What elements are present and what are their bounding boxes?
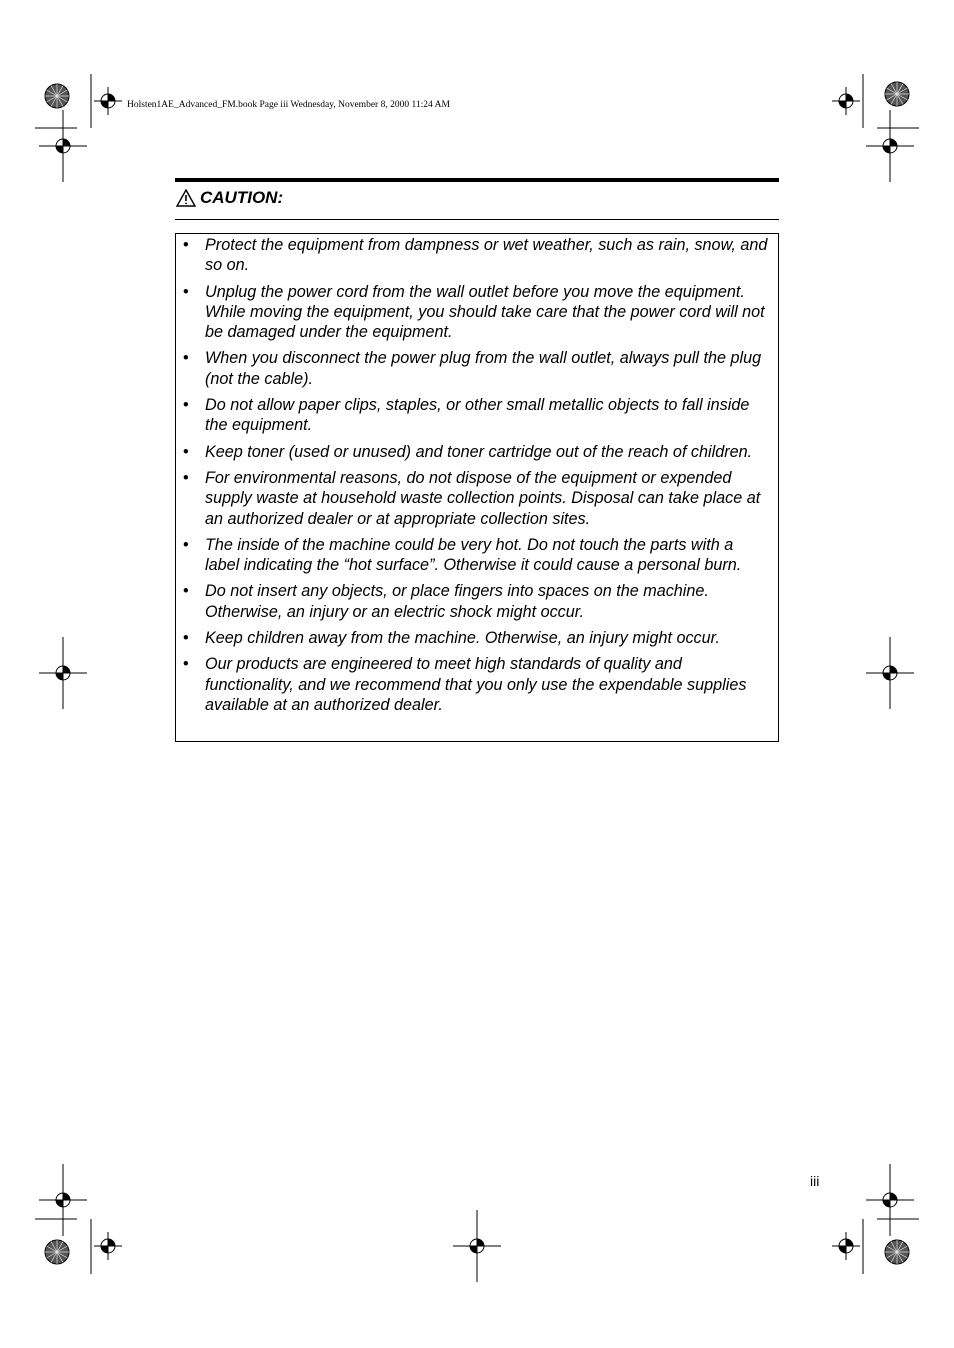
caution-rule-top bbox=[175, 178, 779, 182]
bullet: • bbox=[183, 282, 189, 301]
caution-title: CAUTION: bbox=[200, 188, 284, 207]
bullet: • bbox=[183, 442, 189, 461]
list-item: • Protect the equipment from dampness or wet weather, such as rain, snow, and so on. bbox=[183, 236, 768, 275]
caution-rule-bottom bbox=[175, 219, 779, 220]
bullet: • bbox=[183, 629, 189, 648]
print-header: Holsten1AE_Advanced_FM.book Page iii Wednesday, November 8, 2000 11:24 AM bbox=[127, 100, 450, 110]
list-item: • Do not allow paper clips, staples, or other small metallic objects to fall inside the equipment. bbox=[183, 396, 750, 435]
warning-triangle-icon bbox=[176, 189, 196, 207]
list-item: • Unplug the power cord from the wall outlet before you move the equipment. While moving the equipment, you should take care that the power cord will not be damaged under the equipment. bbox=[183, 282, 765, 342]
bullet: • bbox=[183, 655, 189, 674]
bullet: • bbox=[183, 582, 189, 601]
list-item: • For environmental reasons, do not dispose of the equipment or expended supply waste at household waste collection points. Disposal can take place at an authorized dealer or at appropriate collection sites. bbox=[183, 468, 761, 528]
bullet: • bbox=[183, 349, 189, 368]
list-item: • Our products are engineered to meet high standards of quality and functionality, and we recommend that you only use the expendable supplies available at an authorized dealer. bbox=[183, 655, 747, 714]
list-item: • Keep toner (used or unused) and toner cartridge out of the reach of children. bbox=[183, 442, 753, 461]
bullet: • bbox=[183, 535, 189, 554]
list-item: • Keep children away from the machine. Otherwise, an injury might occur. bbox=[183, 629, 720, 648]
caution-header bbox=[176, 186, 283, 210]
bullet: • bbox=[183, 468, 189, 487]
list-item: • The inside of the machine could be very hot. Do not touch the parts with a label indicating the “hot surface”. Otherwise it could cause a personal burn. bbox=[183, 535, 742, 575]
page-number: iii bbox=[810, 1173, 820, 1189]
bullet: • bbox=[183, 396, 189, 415]
caution-list bbox=[176, 235, 778, 721]
caution-box bbox=[175, 233, 779, 742]
list-item: • When you disconnect the power plug from the wall outlet, always pull the plug (not the cable). bbox=[183, 349, 762, 388]
bullet: • bbox=[183, 236, 189, 254]
list-item: • Do not insert any objects, or place fingers into spaces on the machine. Otherwise, an injury or an electric shock might occur. bbox=[183, 582, 709, 621]
